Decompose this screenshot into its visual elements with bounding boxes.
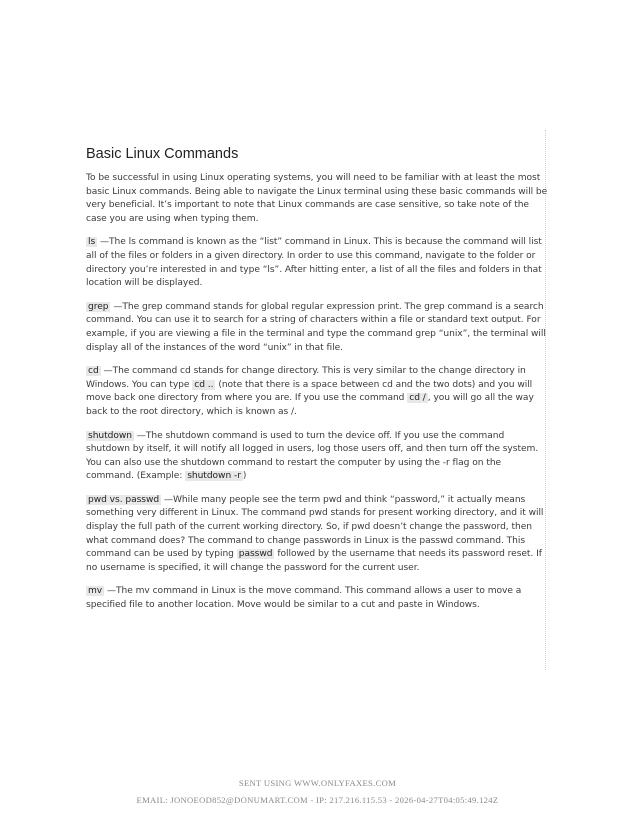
grep-command: grep	[88, 301, 109, 312]
mv-description: —The mv command in Linux is the move command. This command allows a user to move a specified file to another location. Move would be similar to a cut and paste in Windows.	[86, 586, 522, 611]
ls-description: —The ls command is known as the “list” command in Linux. This is because the command will list all of the files or folders in a given directory. In order to use this command, navigate to the folder or directory you’re interested in and type “ls”. After hitting enter, a list of all the files and folders in that location will be displayed.	[86, 237, 542, 289]
cd-root-code: cd /	[409, 393, 426, 404]
document-body	[86, 146, 548, 623]
fax-footer-line1: SENT USING WWW.ONLYFAXES.COM	[238, 778, 397, 788]
cd-command: cd	[88, 366, 99, 377]
cd-dotdot-code: cd ..	[194, 379, 214, 390]
cd-description-b: (note that there is a space between cd and the two dots) and you will move back one directory from where you are. If you use the command	[86, 379, 533, 404]
intro-paragraph: To be successful in using Linux operating systems, you will need to be familiar with at least the most basic Linux commands. Being able to navigate the Linux terminal using these basic commands will be very beneficial. It’s important to note that Linux commands are case sensitive, so take note of the case you are using when typing them.	[86, 173, 548, 224]
passwd-code: passwd	[238, 549, 273, 560]
pwd-command: pwd vs. passwd	[88, 494, 160, 505]
grep-paragraph	[86, 301, 548, 355]
shutdown-command: shutdown	[88, 430, 132, 441]
page-title: Basic Linux Commands	[86, 146, 239, 162]
cd-description-c: , you will go all the way back to the root directory, which is known as /.	[86, 393, 534, 417]
cd-description-a: —The command cd stands for change directory. This is very similar to the change directory in Windows. You can type	[86, 366, 526, 390]
pwd-description-a: —While many people see the term pwd and think “password,” it actually means something very different in Linux. The command pwd stands for present working directory, and it will display the full path of the current working directory. So, if pwd doesn’t change the password, then what command does? The command to change passwords in Linux is the passwd command. This command can be used by typing	[86, 494, 544, 560]
ls-paragraph	[86, 236, 548, 290]
pwd-paragraph	[86, 494, 548, 576]
mv-paragraph	[86, 585, 548, 612]
mv-command: mv	[88, 586, 103, 597]
shutdown-paragraph	[86, 430, 548, 484]
grep-description: —The grep command stands for global regular expression print. The grep command is a search command. You can use it to search for a string of characters within a file or standard text output. For example, if you are viewing a file in the terminal and type the command grep “unix”, the terminal will display all of the instances of the word “unix” in that file.	[86, 301, 546, 353]
pwd-description-b: followed by the username that needs its password reset. If no username is specified, it will change the password for the current user.	[86, 549, 542, 573]
shutdown-description-a: —The shutdown command is used to turn the device off. If you use the command shutdown by itself, it will notify all logged in users, log those users off, and then turn off the system. You can also use the shutdown command to restart the computer by using the -r flag on the command. (Example:	[86, 430, 539, 482]
fax-footer-line2: EMAIL: JONOEOD852@DONUMART.COM - IP: 217.216.115.53 - 2026-04-27T04:05:49.124Z	[136, 795, 499, 805]
ls-command: ls	[88, 237, 96, 248]
shutdown-description-b: )	[242, 471, 247, 482]
cd-paragraph	[86, 365, 548, 419]
shutdown-example-code: shutdown -r	[187, 471, 241, 482]
